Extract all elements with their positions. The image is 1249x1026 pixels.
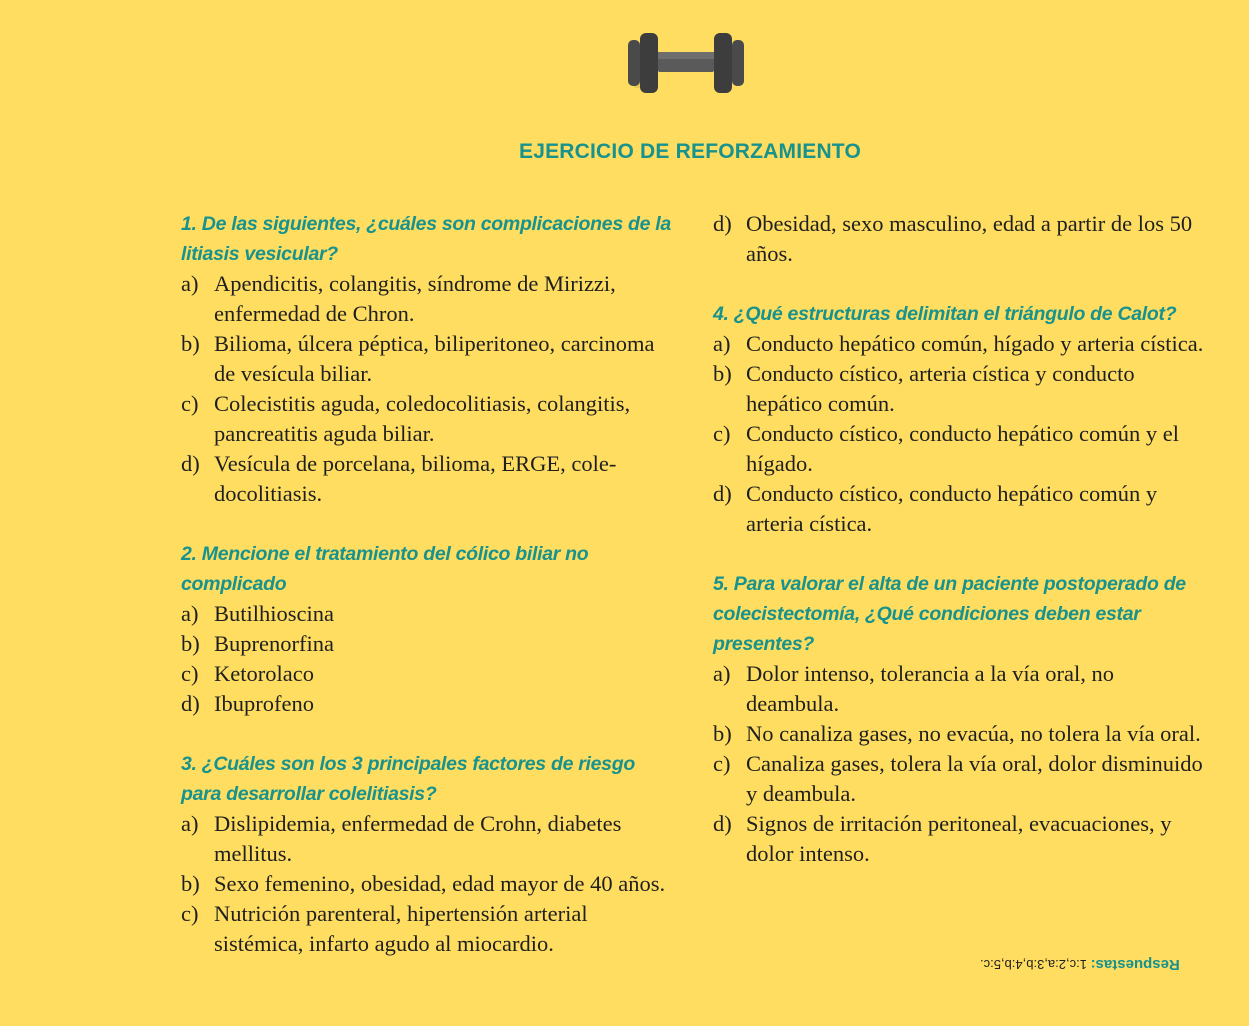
question-4 — [713, 299, 1208, 539]
question-1-text: 1. De las siguientes, ¿cuáles son complicaciones de la litiasis vesicular? — [181, 213, 671, 265]
option-text: Butilhioscina — [214, 601, 334, 626]
option-text: Dislipidemia, enfermedad de Crohn, diabetes mellitus. — [214, 811, 622, 866]
option-label: d) — [713, 811, 732, 836]
option-label: b) — [181, 631, 200, 656]
option-label: c) — [713, 751, 731, 776]
option-text: Buprenorfina — [214, 631, 334, 656]
question-3-option-b — [181, 869, 676, 899]
answers-key — [980, 956, 1202, 973]
option-text: No canaliza gases, no evacúa, no tolera la vía oral. — [746, 721, 1201, 746]
option-text: Vesícula de porcelana, bilioma, ERGE, coledocolitiasis. — [214, 451, 617, 506]
question-2-option-b — [181, 629, 676, 659]
option-label: a) — [713, 331, 731, 356]
option-text: Ibuprofeno — [214, 691, 314, 716]
option-text: Conducto cístico, conducto hepático común y el hígado. — [746, 421, 1180, 476]
option-text: Signos de irritación peritoneal, evacuaciones, y dolor intenso. — [746, 811, 1172, 866]
option-text: Bilioma, úlcera péptica, biliperitoneo, carcinoma de vesícula biliar. — [214, 331, 655, 386]
question-1-option-d — [181, 449, 676, 509]
option-label: a) — [181, 601, 199, 626]
question-4-option-a — [713, 329, 1208, 359]
option-label: d) — [713, 211, 732, 236]
question-5-option-d — [713, 809, 1208, 869]
option-label: a) — [181, 811, 199, 836]
left-column — [181, 209, 676, 959]
question-5-option-c — [713, 749, 1208, 809]
question-5-option-a — [713, 659, 1208, 719]
option-text: Nutrición parenteral, hipertensión arterial sistémica, infarto agudo al miocardio. — [214, 901, 588, 956]
answers-label: Respuestas: — [1090, 956, 1180, 973]
option-label: b) — [713, 361, 732, 386]
option-label: a) — [181, 271, 199, 296]
option-text: Canaliza gases, tolera la vía oral, dolor disminuido y deambula. — [746, 751, 1203, 806]
question-3-option-c — [181, 899, 676, 959]
question-5-options — [713, 659, 1208, 869]
option-label: b) — [181, 871, 200, 896]
page-title: EJERCICIO DE REFORZAMIENTO — [518, 140, 861, 163]
option-label: c) — [713, 421, 731, 446]
option-label: b) — [713, 721, 732, 746]
question-4-option-c — [713, 419, 1208, 479]
question-1-option-c — [181, 389, 676, 449]
question-3 — [181, 749, 676, 959]
question-2-text: 2. Mencione el tratamiento del cólico biliar no complicado — [181, 543, 589, 595]
option-label: c) — [181, 901, 199, 926]
right-column — [713, 209, 1208, 869]
question-3-option-a — [181, 809, 676, 869]
question-5 — [713, 569, 1208, 869]
option-text: Apendicitis, colangitis, síndrome de Mirizzi, enfermedad de Chron. — [214, 271, 616, 326]
question-4-options — [713, 329, 1208, 539]
option-text: Sexo femenino, obesidad, edad mayor de 40 años. — [214, 871, 666, 896]
question-5-text: 5. Para valorar el alta de un paciente postoperado de colecistectomía, ¿Qué condiciones deben estar presentes? — [713, 573, 1186, 655]
answers-text: 1:c,2:a,3:b,4:b,5:c. — [980, 957, 1087, 972]
question-2-option-d — [181, 689, 676, 719]
question-4-option-d — [713, 479, 1208, 539]
option-text: Colecistitis aguda, coledocolitiasis, colangitis, pancreatitis aguda biliar. — [214, 391, 631, 446]
question-3-options — [181, 809, 676, 959]
question-1-option-b — [181, 329, 676, 389]
dumbbell-icon — [626, 32, 746, 98]
question-3-text: 3. ¿Cuáles son los 3 principales factores de riesgo para desarrollar colelitiasis? — [181, 753, 635, 805]
option-text: Conducto cístico, conducto hepático común y arteria cística. — [746, 481, 1158, 536]
option-label: b) — [181, 331, 200, 356]
option-label: d) — [713, 481, 732, 506]
option-text: Conducto hepático común, hígado y arteria cística. — [746, 331, 1204, 356]
option-label: d) — [181, 451, 200, 476]
question-2 — [181, 539, 676, 719]
question-4-text: 4. ¿Qué estructuras delimitan el triángulo de Calot? — [713, 303, 1177, 325]
option-label: a) — [713, 661, 731, 686]
option-label: c) — [181, 661, 199, 686]
question-3-options-continued — [713, 209, 1208, 269]
question-1-options — [181, 269, 676, 509]
question-1 — [181, 209, 676, 509]
question-4-option-b — [713, 359, 1208, 419]
option-text: Conducto cístico, arteria cística y conducto hepático común. — [746, 361, 1135, 416]
question-2-options — [181, 599, 676, 719]
question-5-option-b — [713, 719, 1208, 749]
question-2-option-a — [181, 599, 676, 629]
question-3-option-d — [713, 209, 1208, 269]
question-1-option-a — [181, 269, 676, 329]
option-text: Dolor intenso, tolerancia a la vía oral, no deambula. — [746, 661, 1114, 716]
option-label: d) — [181, 691, 200, 716]
question-2-option-c — [181, 659, 676, 689]
option-text: Ketorolaco — [214, 661, 314, 686]
option-label: c) — [181, 391, 199, 416]
option-text: Obesidad, sexo masculino, edad a partir de los 50 años. — [746, 211, 1193, 266]
